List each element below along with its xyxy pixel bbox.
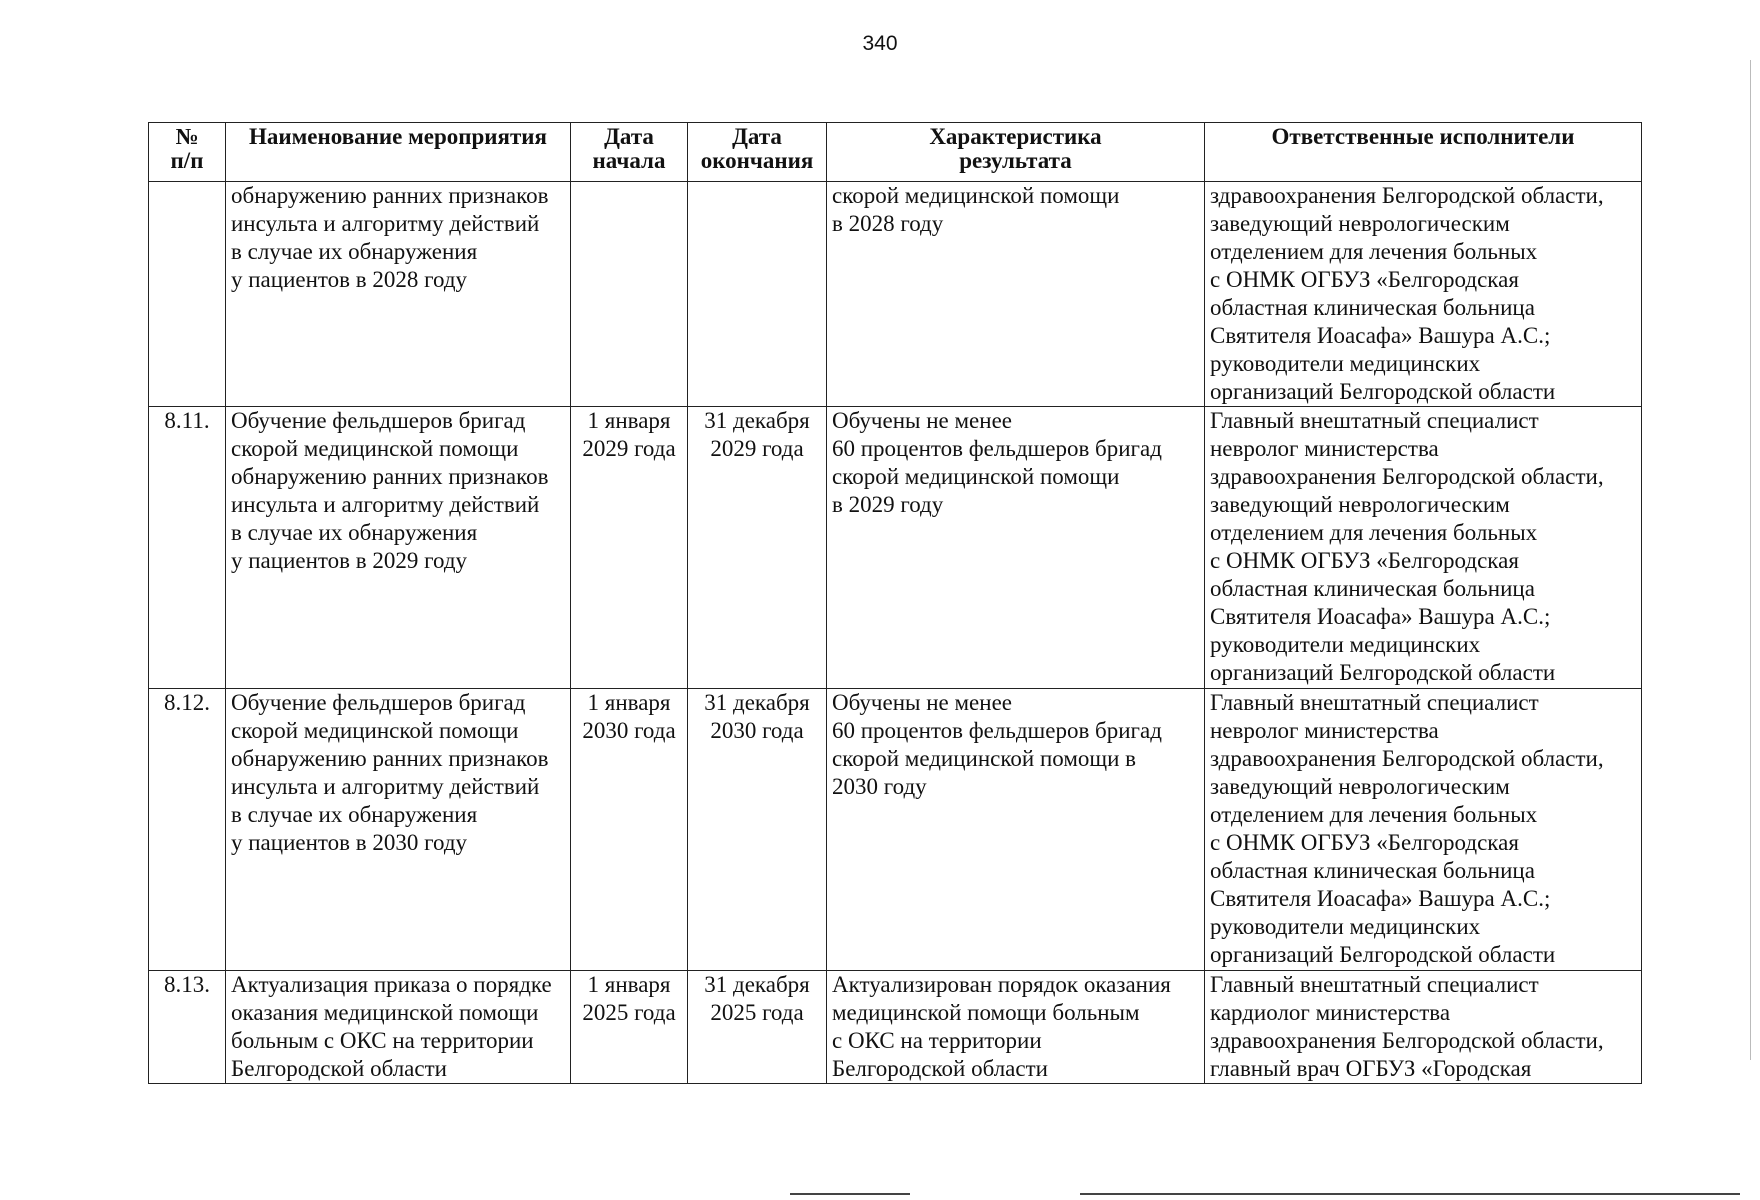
cell-text-line: руководители медицинских bbox=[1210, 632, 1481, 657]
cell-text-line: 1 января bbox=[587, 690, 671, 715]
table-header-row bbox=[149, 123, 1642, 182]
cell-text-line: в случае их обнаружения bbox=[231, 239, 478, 264]
cell-text-line: невролог министерства bbox=[1210, 718, 1439, 743]
header-text-line: Дата bbox=[604, 124, 654, 149]
cell-text-line: 2030 года bbox=[582, 718, 676, 743]
cell-text-line: Обучены не менее bbox=[832, 408, 1012, 433]
cell-number: 8.11. bbox=[149, 407, 226, 689]
cell-text-line: скорой медицинской помощи bbox=[231, 718, 519, 743]
header-text-line: Характеристика bbox=[929, 124, 1102, 149]
cell-text-line: скорой медицинской помощи bbox=[832, 183, 1120, 208]
cell-responsible bbox=[1205, 182, 1642, 407]
cell-text-line: с ОКС на территории bbox=[832, 1028, 1042, 1053]
cell-activity-name bbox=[226, 182, 571, 407]
cell-text-line: главный врач ОГБУЗ «Городская bbox=[1210, 1056, 1532, 1081]
cell-text-line: Белгородской области bbox=[832, 1056, 1048, 1081]
page-number: 340 bbox=[862, 32, 898, 55]
cell-text-line: Святителя Иоасафа» Вашура А.С.; bbox=[1210, 886, 1551, 911]
cell-result bbox=[827, 182, 1205, 407]
cell-text-line: руководители медицинских bbox=[1210, 914, 1481, 939]
cell-number: 8.12. bbox=[149, 689, 226, 971]
header-end-date bbox=[688, 123, 827, 182]
cell-start-date bbox=[571, 182, 688, 407]
header-text-line: Дата bbox=[732, 124, 782, 149]
cell-text-line: 2029 года bbox=[582, 436, 676, 461]
cell-text-line: руководители медицинских bbox=[1210, 351, 1481, 376]
cell-end-date bbox=[688, 407, 827, 689]
header-result bbox=[827, 123, 1205, 182]
cell-text-line: Обучение фельдшеров бригад bbox=[231, 408, 526, 433]
cell-text-line: у пациентов в 2029 году bbox=[231, 548, 468, 573]
cell-text-line: оказания медицинской помощи bbox=[231, 1000, 539, 1025]
cell-text-line: у пациентов в 2030 году bbox=[231, 830, 468, 855]
cell-text-line: Главный внештатный специалист bbox=[1210, 408, 1539, 433]
cell-activity-name bbox=[226, 407, 571, 689]
cell-text-line: 31 декабря bbox=[704, 972, 810, 997]
scan-artifact-line bbox=[790, 1193, 910, 1195]
cell-text-line: Актуализация приказа о порядке bbox=[231, 972, 552, 997]
cell-text-line: у пациентов в 2028 году bbox=[231, 267, 468, 292]
cell-start-date bbox=[571, 407, 688, 689]
cell-text-line: Главный внештатный специалист bbox=[1210, 972, 1539, 997]
activities-table bbox=[148, 122, 1642, 1084]
cell-responsible bbox=[1205, 407, 1642, 689]
cell-result bbox=[827, 689, 1205, 971]
cell-text-line: Обучены не менее bbox=[832, 690, 1012, 715]
header-text-line: п/п bbox=[170, 148, 204, 173]
cell-text-line: в 2028 году bbox=[832, 211, 944, 236]
cell-text-line: больным с ОКС на территории bbox=[231, 1028, 534, 1053]
table-row bbox=[149, 407, 1642, 689]
cell-text-line: в случае их обнаружения bbox=[231, 802, 478, 827]
header-text-line: № bbox=[175, 124, 199, 149]
cell-text-line: отделением для лечения больных bbox=[1210, 520, 1538, 545]
cell-text-line: Обучение фельдшеров бригад bbox=[231, 690, 526, 715]
scan-edge-line bbox=[1750, 60, 1751, 1060]
cell-text-line: 2025 года bbox=[710, 1000, 804, 1025]
header-number bbox=[149, 123, 226, 182]
cell-end-date bbox=[688, 689, 827, 971]
cell-text-line: здравоохранения Белгородской области, bbox=[1210, 1028, 1604, 1053]
cell-text-line: Белгородской области bbox=[231, 1056, 447, 1081]
cell-text-line: кардиолог министерства bbox=[1210, 1000, 1451, 1025]
header-text-line: Ответственные исполнители bbox=[1271, 124, 1575, 149]
cell-text-line: 60 процентов фельдшеров бригад bbox=[832, 436, 1162, 461]
header-responsible bbox=[1205, 123, 1642, 182]
cell-text-line: 1 января bbox=[587, 972, 671, 997]
cell-text-line: заведующий неврологическим bbox=[1210, 211, 1510, 236]
cell-text-line: 2030 года bbox=[710, 718, 804, 743]
table-row bbox=[149, 182, 1642, 407]
cell-text-line: медицинской помощи больным bbox=[832, 1000, 1140, 1025]
cell-number: 8.13. bbox=[149, 971, 226, 1084]
cell-start-date bbox=[571, 689, 688, 971]
cell-result bbox=[827, 971, 1205, 1084]
cell-text-line: инсульта и алгоритму действий bbox=[231, 774, 540, 799]
cell-text-line: заведующий неврологическим bbox=[1210, 492, 1510, 517]
cell-text-line: отделением для лечения больных bbox=[1210, 802, 1538, 827]
cell-result bbox=[827, 407, 1205, 689]
cell-text-line: 2029 года bbox=[710, 436, 804, 461]
cell-text-line: скорой медицинской помощи в bbox=[832, 746, 1136, 771]
cell-end-date bbox=[688, 182, 827, 407]
cell-text-line: Актуализирован порядок оказания bbox=[832, 972, 1171, 997]
cell-text-line: 60 процентов фельдшеров бригад bbox=[832, 718, 1162, 743]
cell-text-line: 31 декабря bbox=[704, 408, 810, 433]
cell-number bbox=[149, 182, 226, 407]
cell-activity-name bbox=[226, 971, 571, 1084]
cell-text-line: обнаружению ранних признаков bbox=[231, 464, 549, 489]
table-row bbox=[149, 689, 1642, 971]
cell-end-date bbox=[688, 971, 827, 1084]
header-text-line: Наименование мероприятия bbox=[249, 124, 547, 149]
cell-text-line: скорой медицинской помощи bbox=[832, 464, 1120, 489]
cell-text-line: организаций Белгородской области bbox=[1210, 660, 1556, 685]
cell-text-line: в 2029 году bbox=[832, 492, 944, 517]
header-start-date bbox=[571, 123, 688, 182]
table-row bbox=[149, 971, 1642, 1084]
cell-text-line: с ОНМК ОГБУЗ «Белгородская bbox=[1210, 548, 1519, 573]
cell-text-line: 31 декабря bbox=[704, 690, 810, 715]
header-name bbox=[226, 123, 571, 182]
cell-responsible bbox=[1205, 971, 1642, 1084]
scan-artifact-line bbox=[1080, 1193, 1740, 1195]
cell-text-line: областная клиническая больница bbox=[1210, 295, 1535, 320]
cell-start-date bbox=[571, 971, 688, 1084]
cell-text-line: 1 января bbox=[587, 408, 671, 433]
cell-text-line: организаций Белгородской области bbox=[1210, 379, 1556, 404]
cell-text-line: организаций Белгородской области bbox=[1210, 942, 1556, 967]
cell-text-line: здравоохранения Белгородской области, bbox=[1210, 746, 1604, 771]
cell-text-line: Святителя Иоасафа» Вашура А.С.; bbox=[1210, 323, 1551, 348]
cell-text-line: здравоохранения Белгородской области, bbox=[1210, 183, 1604, 208]
cell-text-line: обнаружению ранних признаков bbox=[231, 183, 549, 208]
cell-text-line: с ОНМК ОГБУЗ «Белгородская bbox=[1210, 267, 1519, 292]
cell-text-line: Главный внештатный специалист bbox=[1210, 690, 1539, 715]
cell-text-line: инсульта и алгоритму действий bbox=[231, 211, 540, 236]
cell-text-line: обнаружению ранних признаков bbox=[231, 746, 549, 771]
header-text-line: окончания bbox=[700, 148, 814, 173]
cell-text-line: скорой медицинской помощи bbox=[231, 436, 519, 461]
cell-text-line: с ОНМК ОГБУЗ «Белгородская bbox=[1210, 830, 1519, 855]
cell-text-line: 2025 года bbox=[582, 1000, 676, 1025]
cell-text-line: инсульта и алгоритму действий bbox=[231, 492, 540, 517]
cell-text-line: здравоохранения Белгородской области, bbox=[1210, 464, 1604, 489]
cell-text-line: отделением для лечения больных bbox=[1210, 239, 1538, 264]
cell-text-line: 2030 году bbox=[832, 774, 927, 799]
cell-text-line: невролог министерства bbox=[1210, 436, 1439, 461]
cell-text-line: областная клиническая больница bbox=[1210, 858, 1535, 883]
cell-text-line: заведующий неврологическим bbox=[1210, 774, 1510, 799]
table-body bbox=[149, 182, 1642, 1084]
cell-text-line: областная клиническая больница bbox=[1210, 576, 1535, 601]
header-text-line: начала bbox=[592, 148, 666, 173]
cell-text-line: в случае их обнаружения bbox=[231, 520, 478, 545]
header-text-line: результата bbox=[959, 148, 1072, 173]
cell-text-line: Святителя Иоасафа» Вашура А.С.; bbox=[1210, 604, 1551, 629]
cell-activity-name bbox=[226, 689, 571, 971]
cell-responsible bbox=[1205, 689, 1642, 971]
